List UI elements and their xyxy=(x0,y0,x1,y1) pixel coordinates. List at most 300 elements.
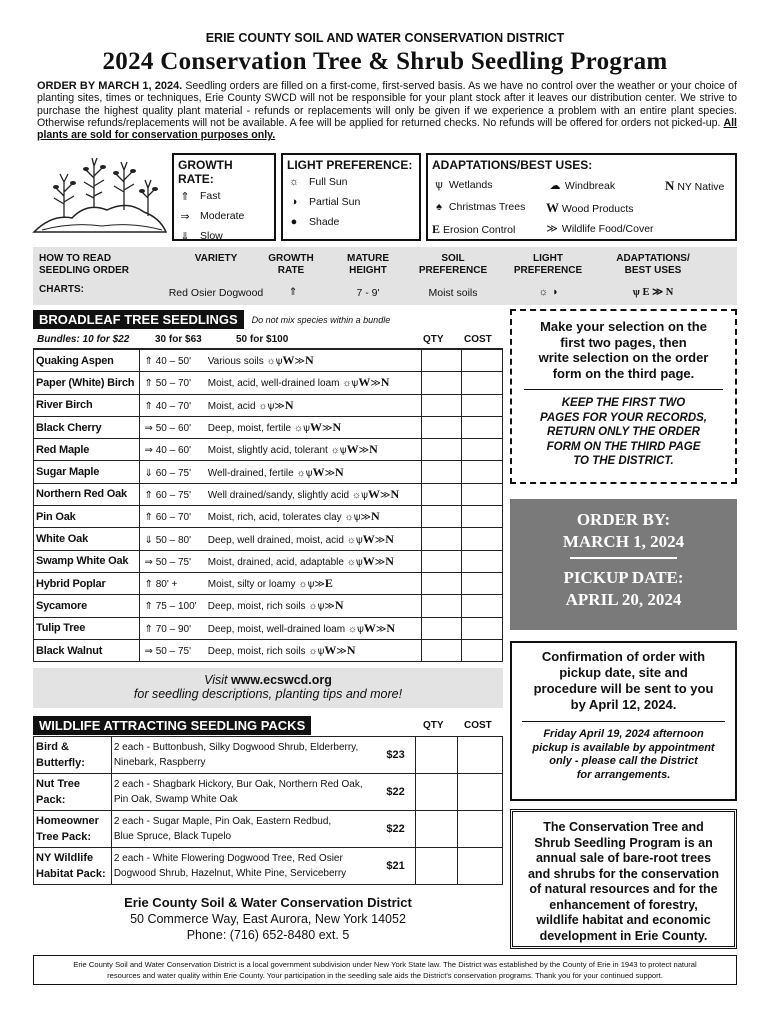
prog-line4: and shrubs for the conservation xyxy=(527,866,719,881)
pack-contents xyxy=(111,737,376,774)
tree-height: 50 – 75' xyxy=(155,646,192,657)
wildlife-icon: ≫ xyxy=(321,423,333,435)
pack-contents-l1: 2 each - White Flowering Dogwood Tree, Red Osier xyxy=(113,853,343,864)
broadleaf-table xyxy=(33,349,503,662)
visit-banner xyxy=(33,668,503,708)
sun-icon: ☼ xyxy=(344,512,354,524)
table-row xyxy=(34,572,503,594)
howto-height-l2: HEIGHT xyxy=(349,265,387,276)
cost-input[interactable] xyxy=(462,506,503,528)
howto-label xyxy=(39,253,129,296)
cost-input[interactable] xyxy=(462,639,503,661)
wetlands-icon: ѱ xyxy=(632,287,640,298)
sun-icon: ☼ xyxy=(296,467,306,479)
legend-wildlife xyxy=(545,222,654,235)
cost-input[interactable] xyxy=(457,737,502,774)
sun-icon: ☼ xyxy=(538,286,549,298)
legend-moderate-label: Moderate xyxy=(200,210,245,222)
howto-line1: HOW TO READ xyxy=(39,253,112,264)
qty-input[interactable] xyxy=(416,811,457,848)
cost-input[interactable] xyxy=(457,774,502,811)
howto-soil-l2: PREFERENCE xyxy=(418,265,488,276)
wetlands-icon: ѱ xyxy=(361,489,368,501)
wood-products-icon: W xyxy=(282,353,295,368)
table-row xyxy=(34,350,503,372)
pack-price: $23 xyxy=(376,737,416,774)
contact-org: Erie County Soil & Water Conservation District xyxy=(124,895,412,910)
filled-circle-icon: ● xyxy=(290,216,298,228)
wildlife-section xyxy=(33,716,503,885)
legend-wood xyxy=(546,200,634,216)
wildlife-icon: ≫ xyxy=(324,467,336,479)
prog-line3: annual sale of bare-root trees xyxy=(535,851,712,865)
wetlands-icon: ѱ xyxy=(351,378,359,390)
windbreak-icon: ☁ xyxy=(549,180,561,192)
tree-soil: Moist, drained, acid, adaptable xyxy=(207,556,344,568)
sun-icon: ☼ xyxy=(347,623,357,635)
tree-height: 60 – 75' xyxy=(155,489,192,501)
sun-icon: ☼ xyxy=(258,400,268,412)
wetlands-icon: ѱ xyxy=(355,556,363,568)
wildlife-icon: ≫ xyxy=(324,601,335,613)
visit-line2: for seedling descriptions, planting tips and more! xyxy=(133,687,403,701)
pack-contents-l1: 2 each - Buttonbush, Silky Dogwood Shrub, Elderberry, xyxy=(113,742,359,753)
wood-products-icon: W xyxy=(363,620,376,635)
tree-soil: Well drained/sandy, slightly acid xyxy=(207,489,350,501)
tree-height: 40 – 70' xyxy=(155,400,192,412)
legend-wetlands xyxy=(432,179,493,191)
fast-arrow-icon: ⇑ xyxy=(144,378,153,390)
tree-details xyxy=(139,639,421,661)
legend-windbreak xyxy=(548,179,615,192)
howto-adapt-l1: ADAPTATIONS/ xyxy=(616,253,690,264)
pack-contents-l1: 2 each - Shagbark Hickory, Bur Oak, Northern Red Oak, xyxy=(113,779,363,790)
pack-name-l1: Nut Tree xyxy=(36,778,81,790)
intro-emphasis: All plants are sold for conservation purposes only. xyxy=(37,116,737,142)
qty-input[interactable] xyxy=(421,350,462,372)
wildlife-qty-header: QTY xyxy=(423,720,444,731)
wildlife-icon: ≫ xyxy=(358,445,370,457)
cost-input[interactable] xyxy=(462,572,503,594)
pack-name xyxy=(34,774,112,811)
tree-height: 40 – 60' xyxy=(155,445,192,457)
tree-soil: Well-drained, fertile xyxy=(207,467,294,479)
table-row xyxy=(34,550,503,572)
table-row xyxy=(34,461,503,483)
tree-name: Pin Oak xyxy=(34,506,140,528)
tree-name: Red Maple xyxy=(34,439,140,461)
sun-icon: ☼ xyxy=(346,556,356,568)
qty-input[interactable] xyxy=(416,848,457,885)
adaptation-code: N xyxy=(371,509,380,524)
sel-line3: write selection on the order xyxy=(538,350,709,365)
howto-example-variety: Red Osier Dogwood xyxy=(168,287,264,299)
fast-arrow-icon: ⇑ xyxy=(180,190,190,203)
pack-name-l2: Pack: xyxy=(36,794,66,806)
tree-details xyxy=(139,617,421,639)
order-by-date: MARCH 1, 2024 xyxy=(562,532,685,551)
wildlife-cost-header: COST xyxy=(464,720,492,731)
cost-input[interactable] xyxy=(462,372,503,394)
prog-line7: wildlife habitat and economic xyxy=(536,913,711,927)
pack-price: $22 xyxy=(376,774,416,811)
wildlife-icon: ≫ xyxy=(374,556,386,568)
adaptation-code: N xyxy=(386,620,396,635)
prog-line2: Shrub Seedling Program is an xyxy=(534,835,713,850)
legend-christmas-label: Christmas Trees xyxy=(448,201,526,213)
keep-line1: KEEP THE FIRST TWO xyxy=(561,397,686,409)
instructions-box xyxy=(510,309,737,484)
sun-icon: ☼ xyxy=(308,601,318,613)
erosion-icon: E xyxy=(642,287,650,298)
adaptation-code: N xyxy=(335,464,344,479)
wood-products-icon: W xyxy=(324,643,337,657)
tree-height: 40 – 50' xyxy=(155,356,192,368)
keep-line2: PAGES FOR YOUR RECORDS, xyxy=(540,411,707,424)
tree-soil: Deep, moist, rich soils xyxy=(207,646,306,657)
howto-example-adapt xyxy=(618,286,688,298)
sun-icon: ☼ xyxy=(298,579,308,591)
pack-name-l2: Tree Pack: xyxy=(36,831,92,843)
table-row xyxy=(34,416,503,438)
pack-contents-l2: Pin Oak, Swamp White Oak xyxy=(113,794,238,805)
tree-details xyxy=(139,461,421,483)
moderate-arrow-icon: ⇒ xyxy=(180,210,190,223)
conf-line4: by April 12, 2024. xyxy=(570,697,677,712)
qty-input[interactable] xyxy=(421,416,462,438)
tree-soil: Moist, acid, well-drained loam xyxy=(207,378,340,390)
howto-adapt-head xyxy=(603,253,703,277)
sel-line2: first two pages, then xyxy=(560,334,687,350)
sun-icon: ☼ xyxy=(342,378,352,390)
fri-line2: pickup is available by appointment xyxy=(532,741,715,754)
adaptation-code: N xyxy=(385,553,394,568)
cost-input[interactable] xyxy=(462,394,503,416)
cost-input[interactable] xyxy=(462,461,503,483)
fast-arrow-icon: ⇑ xyxy=(144,356,153,368)
wood-products-icon: W xyxy=(346,442,359,457)
table-row xyxy=(34,372,503,394)
dates-box xyxy=(510,499,737,630)
pack-name xyxy=(34,737,112,774)
howto-line3: CHARTS: xyxy=(39,284,84,295)
howto-height-head xyxy=(338,253,398,277)
wetlands-icon: ѱ xyxy=(305,467,313,479)
wetlands-icon: ѱ xyxy=(435,179,443,191)
legend-partial-sun-label: Partial Sun xyxy=(309,196,361,208)
qty-input[interactable] xyxy=(421,439,462,461)
adaptations-legend xyxy=(426,153,737,241)
qty-input[interactable] xyxy=(421,595,462,617)
pack-name-l1: NY Wildlife xyxy=(36,852,94,864)
fri-line3: only - please call the District xyxy=(549,755,698,767)
wood-products-icon: W xyxy=(367,486,380,501)
program-description-box xyxy=(510,809,737,949)
cost-input[interactable] xyxy=(462,595,503,617)
seedling-illustration xyxy=(32,152,167,240)
qty-input[interactable] xyxy=(421,528,462,550)
fast-arrow-icon: ⇑ xyxy=(144,489,153,501)
bundle-price-1: Bundles: 10 for $22 xyxy=(37,334,130,345)
tree-name: Swamp White Oak xyxy=(34,550,140,572)
tree-details xyxy=(139,506,421,528)
intro-lead: ORDER BY MARCH 1, 2024. xyxy=(37,80,183,92)
legend-shade-label: Shade xyxy=(309,216,340,228)
tree-height: 70 – 90' xyxy=(155,623,192,635)
wetlands-icon: ѱ xyxy=(317,601,325,613)
wildlife-icon: ≫ xyxy=(336,646,347,657)
cost-input[interactable] xyxy=(462,550,503,572)
selection-instructions xyxy=(518,319,729,381)
pack-name-l1: Bird & xyxy=(36,741,69,753)
qty-input[interactable] xyxy=(421,617,462,639)
pack-contents-l2: Ninebark, Raspberry xyxy=(113,757,206,768)
tree-name: White Oak xyxy=(34,528,140,550)
wetlands-icon: ѱ xyxy=(307,579,315,591)
pack-name xyxy=(34,848,112,885)
wildlife-icon: ≫ xyxy=(375,623,387,635)
howto-adapt-l2: BEST USES xyxy=(624,265,682,276)
cost-input[interactable] xyxy=(462,617,503,639)
adaptation-code: N xyxy=(284,397,294,412)
sel-line1: Make your selection on the xyxy=(540,319,707,334)
tree-soil: Deep, moist, rich soils xyxy=(207,601,306,613)
qty-input[interactable] xyxy=(421,483,462,505)
fast-arrow-icon: ⇑ xyxy=(144,512,153,524)
wetlands-icon: ѱ xyxy=(267,400,275,412)
wildlife-icon: ≫ xyxy=(379,489,391,501)
sun-icon: ☼ xyxy=(288,176,300,188)
legend-full-sun-label: Full Sun xyxy=(309,176,348,188)
tree-height: 50 – 80' xyxy=(155,534,192,546)
wood-products-icon: W xyxy=(546,200,559,215)
legend-windbreak-label: Windbreak xyxy=(564,180,616,192)
wildlife-icon: ≫ xyxy=(274,400,285,412)
confirmation-text xyxy=(516,649,731,713)
program-description xyxy=(517,820,730,944)
qty-input[interactable] xyxy=(421,394,462,416)
tree-details xyxy=(139,350,421,372)
tree-details xyxy=(139,483,421,505)
adaptation-code: N xyxy=(334,598,344,613)
keep-line4: FORM ON THE THIRD PAGE xyxy=(546,440,701,453)
light-legend-title: LIGHT PREFERENCE: xyxy=(287,158,413,172)
half-circle-icon: ◑ xyxy=(551,286,558,298)
legend-christmas xyxy=(432,201,525,213)
keep-line5: TO THE DISTRICT. xyxy=(573,455,674,467)
qty-header: QTY xyxy=(423,334,444,345)
qty-input[interactable] xyxy=(421,639,462,661)
legend-ny-label: NY Native xyxy=(677,181,725,193)
footer-line2: resources and water quality within Erie County. Your participation in the seedling sale aids the District's conservation programs. Thank you for your continued support. xyxy=(107,971,663,980)
pack-contents-l2: Blue Spruce, Black Tupelo xyxy=(113,831,232,842)
moderate-arrow-icon: ⇒ xyxy=(144,445,153,457)
table-row xyxy=(34,774,503,811)
bundle-prices xyxy=(33,329,503,349)
legend-full-sun xyxy=(287,172,415,192)
fri-line4: for arrangements. xyxy=(576,768,671,781)
cost-input[interactable] xyxy=(462,350,503,372)
wildlife-icon: ≫ xyxy=(546,223,558,235)
tree-height: 50 – 70' xyxy=(155,378,192,390)
conf-line2: pickup date, site and xyxy=(559,665,688,680)
how-to-read-panel xyxy=(33,247,737,305)
howto-light-l1: LIGHT xyxy=(533,253,563,264)
pickup-label: PICKUP DATE: xyxy=(563,568,684,587)
legend-fast-label: Fast xyxy=(200,190,221,202)
legend-wildlife-label: Wildlife Food/Cover xyxy=(561,223,654,235)
moderate-arrow-icon: ⇒ xyxy=(144,646,153,657)
contact-address: 50 Commerce Way, East Aurora, New York 14052 xyxy=(130,912,406,926)
howto-growth-l1: GROWTH xyxy=(268,253,314,264)
light-preference-legend xyxy=(281,153,421,241)
howto-light-l2: PREFERENCE xyxy=(513,265,583,276)
qty-input[interactable] xyxy=(421,550,462,572)
howto-light-head xyxy=(508,253,588,277)
moderate-arrow-icon: ⇒ xyxy=(144,556,153,568)
qty-input[interactable] xyxy=(421,461,462,483)
christmas-tree-icon: ♠ xyxy=(436,201,442,213)
contact-block xyxy=(33,895,503,942)
wetlands-icon: ѱ xyxy=(356,623,364,635)
tree-soil: Moist, slightly acid, tolerant xyxy=(207,445,328,457)
tree-name: Quaking Aspen xyxy=(34,350,140,372)
table-row xyxy=(34,483,503,505)
contact-phone: Phone: (716) 652-8480 ext. 5 xyxy=(186,928,350,942)
wetlands-icon: ѱ xyxy=(317,646,325,657)
sun-icon: ☼ xyxy=(351,489,362,501)
tree-name: Hybrid Poplar xyxy=(34,572,140,594)
tree-details xyxy=(139,372,421,394)
sun-icon: ☼ xyxy=(293,423,304,435)
pack-price: $21 xyxy=(376,848,416,885)
confirmation-box xyxy=(510,641,737,801)
howto-example-light xyxy=(513,286,583,298)
footer-line1: Erie County Soil and Water Conservation District is a local government subdivision under New York State law. The District was established by the County of Erie in 1943 to protect natural xyxy=(73,960,697,969)
adaptation-code: N xyxy=(305,353,314,368)
legend-ny-native xyxy=(665,178,724,194)
prog-line8: development in Erie County. xyxy=(539,928,708,943)
tree-name: Tulip Tree xyxy=(34,617,140,639)
half-circle-icon: ◑ xyxy=(290,196,298,208)
table-row xyxy=(34,439,503,461)
qty-input[interactable] xyxy=(421,372,462,394)
tree-name: Black Walnut xyxy=(34,639,140,661)
cost-input[interactable] xyxy=(457,848,502,885)
pack-name xyxy=(34,811,112,848)
wildlife-icon: ≫ xyxy=(374,534,386,546)
friday-pickup-note xyxy=(516,728,731,782)
tree-soil: Moist, silty or loamy xyxy=(207,579,296,591)
legend-fast xyxy=(178,186,270,206)
cost-header: COST xyxy=(464,334,492,345)
table-row xyxy=(34,811,503,848)
moderate-arrow-icon: ⇒ xyxy=(144,423,153,435)
tree-soil: Various soils xyxy=(207,356,264,368)
qty-input[interactable] xyxy=(421,572,462,594)
legend-erosion-label: Erosion Control xyxy=(442,224,516,236)
cost-input[interactable] xyxy=(457,811,502,848)
tree-details xyxy=(139,416,421,438)
ny-native-icon: N xyxy=(665,178,675,193)
tree-details xyxy=(139,528,421,550)
table-row xyxy=(34,595,503,617)
cost-input[interactable] xyxy=(462,439,503,461)
legend-slow xyxy=(178,226,270,246)
cost-input[interactable] xyxy=(462,483,503,505)
qty-input[interactable] xyxy=(416,737,457,774)
tree-height: 60 – 70' xyxy=(155,512,192,524)
legend-erosion xyxy=(432,222,515,237)
pack-price: $22 xyxy=(376,811,416,848)
howto-variety-head: VARIETY xyxy=(194,253,238,264)
slow-arrow-icon: ⇓ xyxy=(144,467,153,479)
howto-example-height: 7 - 9' xyxy=(356,287,380,299)
cost-input[interactable] xyxy=(462,416,503,438)
table-row xyxy=(34,528,503,550)
wildlife-icon: ≫ xyxy=(360,512,371,524)
pack-name-l2: Butterfly: xyxy=(36,757,85,769)
wood-products-icon: W xyxy=(309,420,322,435)
growth-legend-title: GROWTH RATE: xyxy=(178,158,233,186)
broadleaf-section xyxy=(33,310,503,662)
legend-wood-label: Wood Products xyxy=(561,203,634,215)
wood-products-icon: W xyxy=(362,531,375,546)
intro-body: Seedling orders are filled on a first-come, first-served basis. As we have no control over the weather or your choice of planting sites, times or techniques, Erie County SWCD will not be responsible for your plant stock after it leaves our distribution center. We strive to purchase the highest quality plant material - refunds or replacements will only be given if we experience a problem with an entire plant species. Otherwise refunds/replacements will not be available. A fee will be applied for returned checks. No refunds will be offered for orders not picked-up. xyxy=(37,80,737,129)
fast-arrow-icon: ⇑ xyxy=(144,623,153,635)
wood-products-icon: W xyxy=(358,375,371,390)
tree-name: Northern Red Oak xyxy=(34,483,140,505)
wetlands-icon: ѱ xyxy=(303,423,310,435)
tree-soil: Deep, moist, well-drained loam xyxy=(207,623,346,635)
tree-soil: Moist, acid xyxy=(207,400,256,412)
intro-paragraph xyxy=(37,80,737,141)
sun-icon: ☼ xyxy=(308,646,318,657)
keep-pages-notice xyxy=(518,396,729,469)
adaptation-code: N xyxy=(369,442,378,457)
wildlife-icon: ≫ xyxy=(294,356,306,368)
conf-line1: Confirmation of order with xyxy=(541,649,706,664)
website-link[interactable]: www.ecswcd.org xyxy=(230,673,332,687)
table-row xyxy=(34,394,503,416)
table-row xyxy=(34,617,503,639)
legend-wetlands-label: Wetlands xyxy=(448,179,493,191)
erosion-icon: E xyxy=(432,222,441,236)
tree-name: Black Cherry xyxy=(34,416,140,438)
tree-height: 50 – 75' xyxy=(155,556,192,568)
tree-height: 60 – 75' xyxy=(155,467,192,479)
cost-input[interactable] xyxy=(462,528,503,550)
pack-contents-l1: 2 each - Sugar Maple, Pin Oak, Eastern Redbud, xyxy=(113,816,332,827)
wood-products-icon: W xyxy=(362,553,375,568)
table-row xyxy=(34,737,503,774)
prog-line5: of natural resources and for the xyxy=(529,882,718,896)
pack-contents-l2: Dogwood Shrub, Hazelnut, White Pine, Serviceberry xyxy=(113,868,347,879)
tree-details xyxy=(139,394,421,416)
wildlife-icon: ≫ xyxy=(652,287,664,298)
qty-input[interactable] xyxy=(421,506,462,528)
wildlife-table xyxy=(33,736,503,885)
order-by-label: ORDER BY: xyxy=(576,510,671,529)
fast-arrow-icon: ⇑ xyxy=(288,286,298,298)
tree-details xyxy=(139,550,421,572)
tree-height: 50 – 60' xyxy=(155,423,192,435)
wildlife-icon: ≫ xyxy=(370,378,381,390)
howto-height-l1: MATURE xyxy=(346,253,390,264)
growth-rate-legend xyxy=(172,153,276,241)
tree-height: 75 – 100' xyxy=(155,601,197,613)
qty-input[interactable] xyxy=(416,774,457,811)
